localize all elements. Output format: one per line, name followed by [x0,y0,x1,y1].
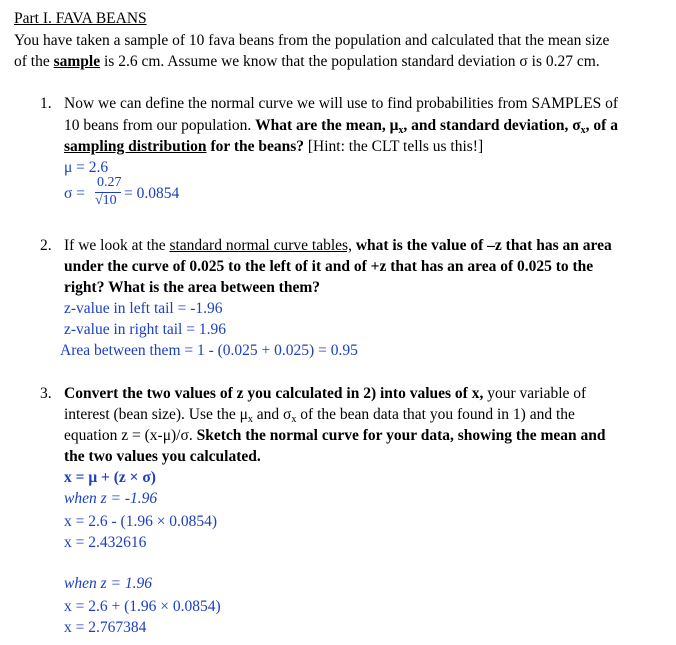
q3-case1-label: when z = -1.96 [64,490,158,507]
q1-number: 1. [40,95,52,112]
sampling-distribution-term: sampling distribution [64,138,207,155]
intro-text: is 2.6 cm. Assume we know that the population standard deviation σ is 0.27 cm. [100,53,600,70]
q2-number: 2. [40,237,52,254]
intro-line-2 [14,52,600,72]
q1-bold-tail: for the beans? [206,138,305,155]
q3-case2-calc: x = 2.6 + (1.96 × 0.0854) [64,598,221,615]
q1-line-1: Now we can define the normal curve we will use to find probabilities from SAMPLES of [64,95,619,112]
q3-line-4: the two values you calculated. [64,448,261,465]
q1-answer-sigma-rhs: = 0.0854 [124,185,180,202]
q3-case1-calc: x = 2.6 - (1.96 × 0.0854) [64,513,218,530]
q1-bold-question: What are the mean, $\mu_x$, and standard deviation, $\sigma_x$, of a [255,117,618,136]
q3-case2-result: x = 2.767384 [64,619,147,636]
q1-line-2 [64,116,618,136]
q1-answer-sigma-lhs: σ = [64,185,85,202]
q2-text: If we look at the [64,237,170,254]
intro-text: of the [14,53,54,70]
q1-answer-mu: μ = 2.6 [64,159,109,176]
q1-hint: [Hint: the CLT tells us this!] [304,138,484,155]
q3-line-1 [64,384,586,404]
q2-bold-question: what is the value of –z that has an area [351,237,612,254]
q2-answer-right-tail: z-value in right tail = 1.96 [64,321,226,338]
q2-line-1 [64,236,612,256]
q1-line-3 [64,137,483,157]
q3-case2-label: when z = 1.96 [64,575,152,592]
q3-bold-sketch: Sketch the normal curve for your data, showing the mean and [196,427,606,444]
intro-line-1: You have taken a sample of 10 fava beans from the population and calculated that the mean size [14,32,610,49]
q3-bold-question: Convert the two values of z you calculated in 2) into values of x, [64,385,484,402]
q2-line-3: right? What is the area between them? [64,279,321,296]
equation-text: equation z = (x-μ)/σ. [64,427,197,444]
q1-text: 10 beans from our population. [64,117,256,134]
q3-line-2: interest (bean size). Use the $\mu_x$ and $\sigma_x$ of the bean data that you found in 1) and the [64,406,575,425]
q3-number: 3. [40,385,52,402]
q2-answer-area: Area between them = 1 - (0.025 + 0.025) = 0.95 [60,342,358,359]
sigma-fraction-denominator: √10 [95,193,117,208]
q3-text: your variable of [483,385,587,402]
sample-emphasis: sample [53,53,101,70]
sigma-fraction-numerator: 0.27 [97,175,122,190]
q2-line-2: under the curve of 0.025 to the left of it and of +z that has an area of 0.025 to the [64,258,594,275]
tables-link-text: standard normal curve tables, [169,237,352,254]
q3-line-3 [64,426,605,446]
section-title: Part I. FAVA BEANS [14,10,147,27]
q3-case1-result: x = 2.432616 [64,534,147,551]
q3-formula: x = μ + (z × σ) [64,469,156,486]
q2-answer-left-tail: z-value in left tail = -1.96 [64,300,223,317]
